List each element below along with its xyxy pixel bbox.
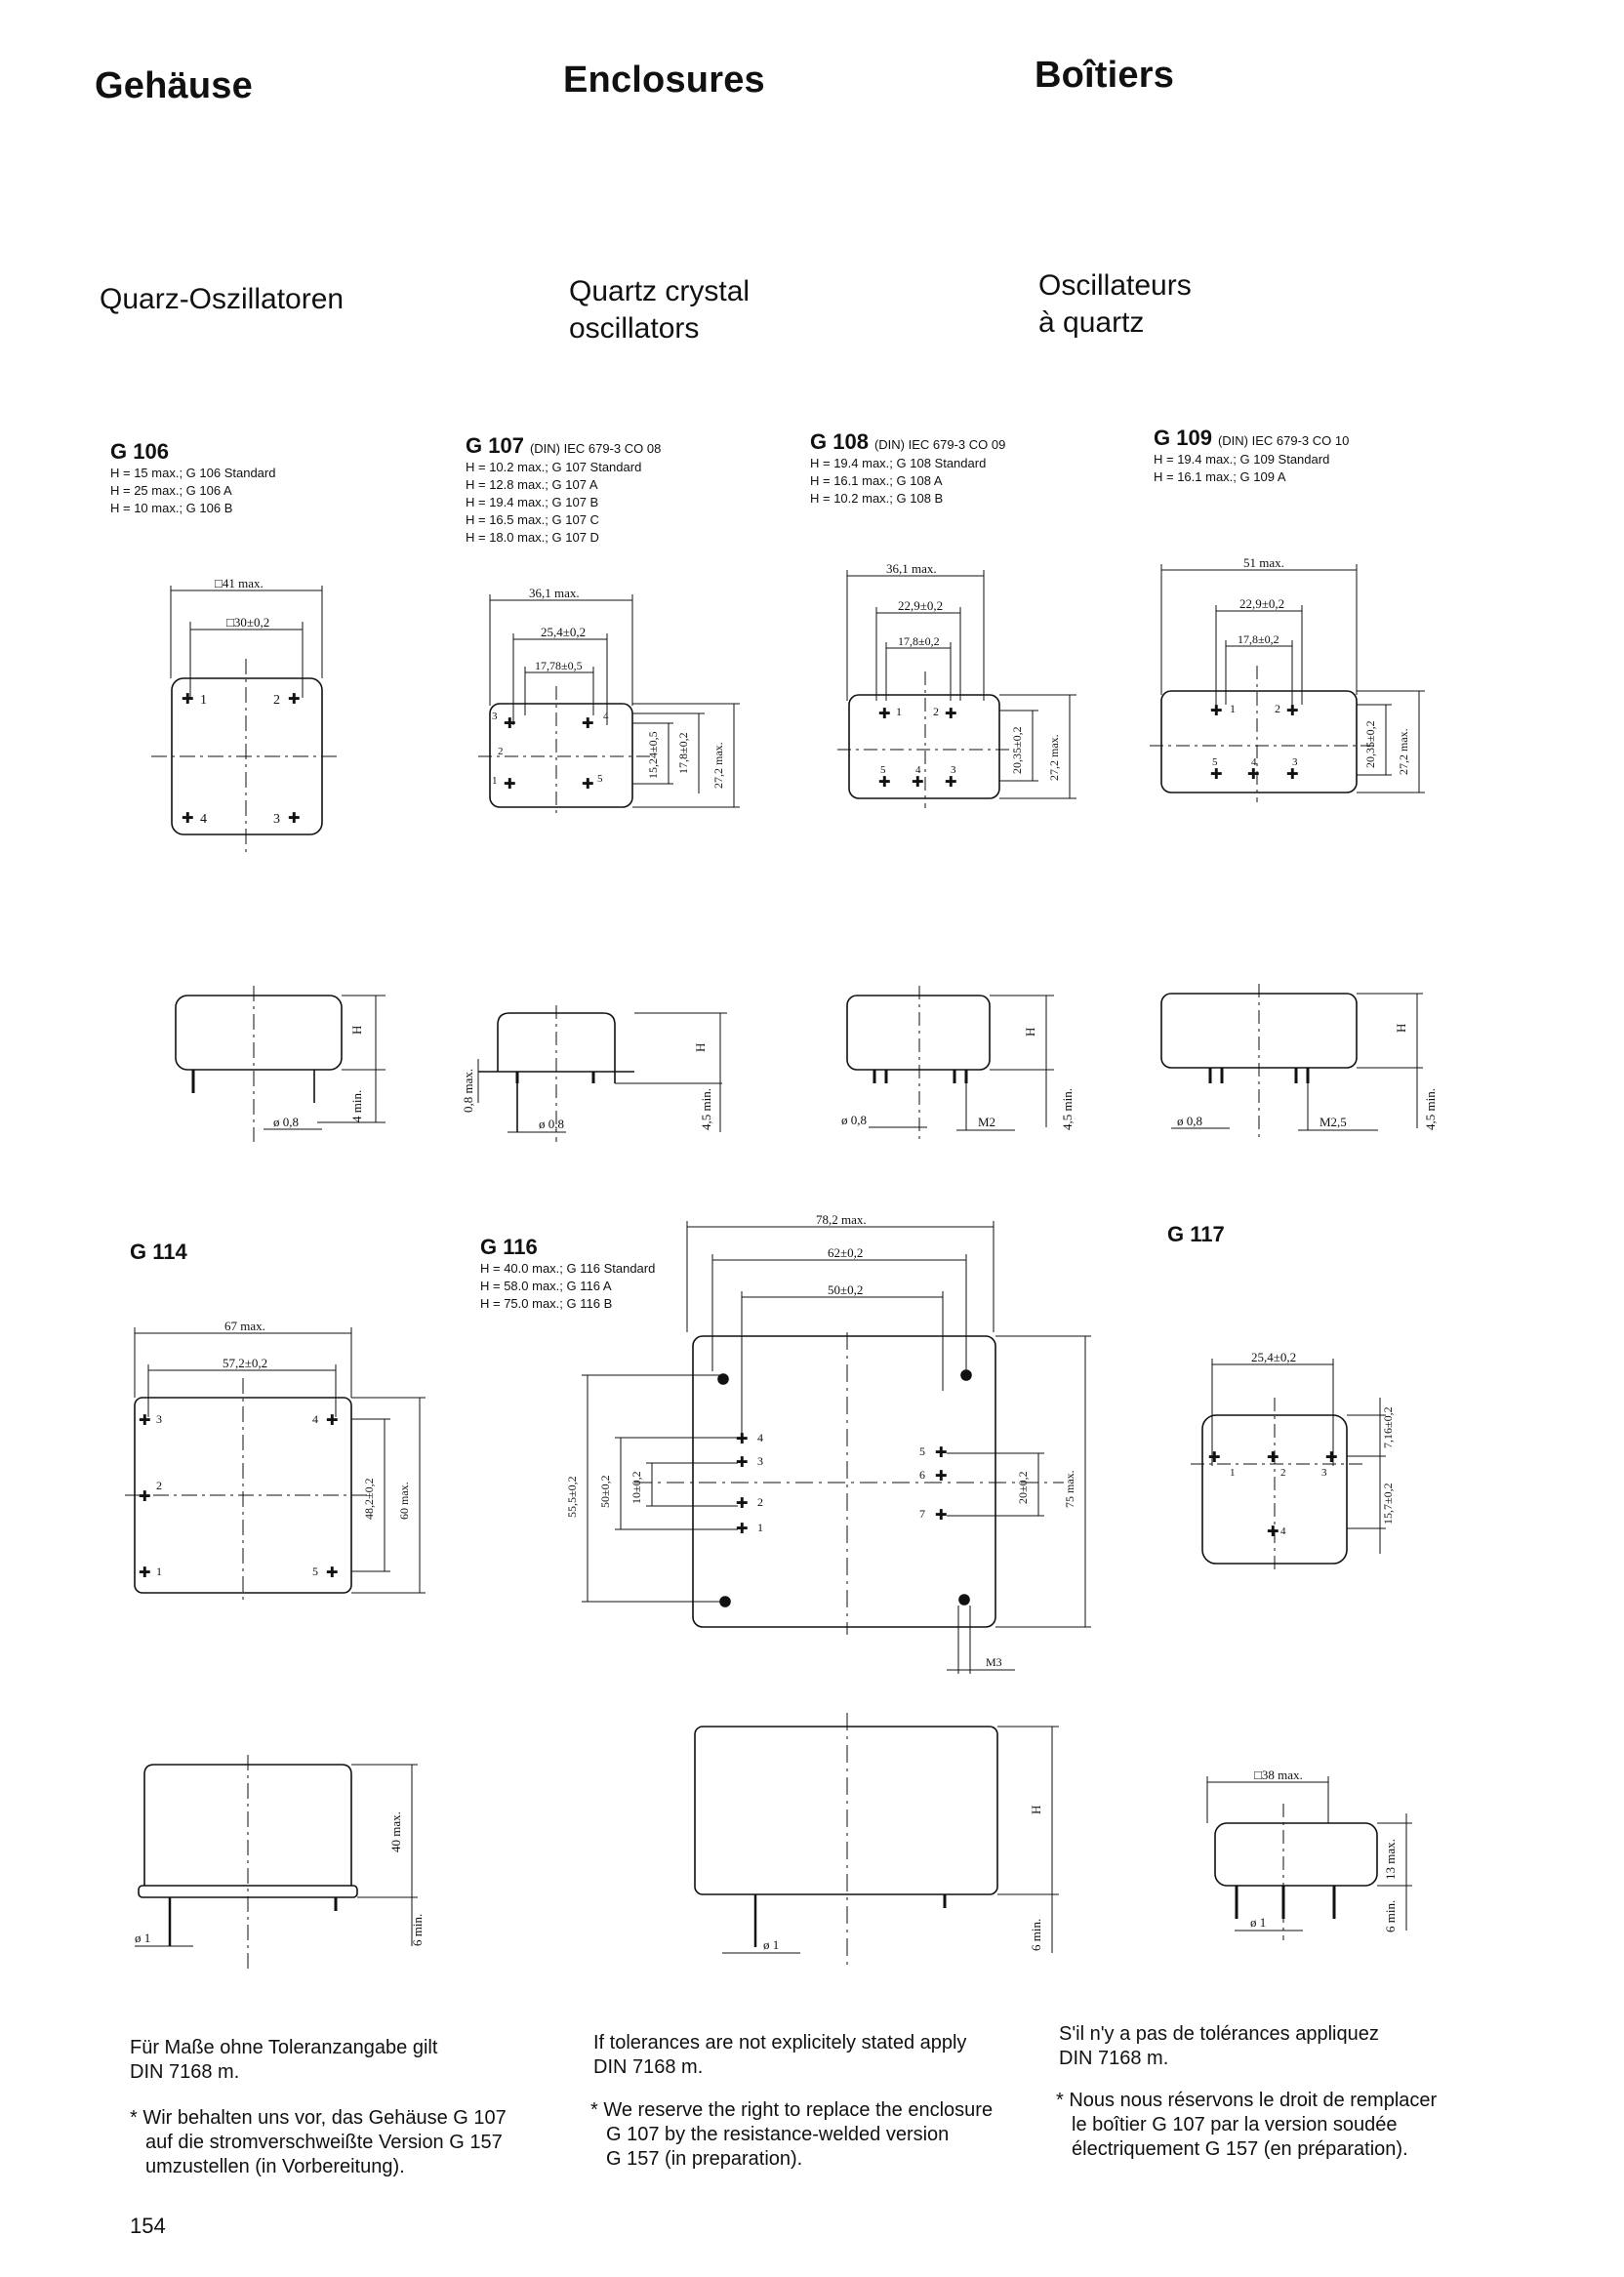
pin-label: 5 (1212, 756, 1218, 768)
pin-label: 3 (492, 711, 498, 722)
dim-height-max: 27,2 max. (711, 742, 725, 789)
dim-height: H (349, 1025, 364, 1035)
pin-label: 2 (273, 693, 280, 708)
dim-pitch: 57,2±0,2 (223, 1356, 268, 1370)
g114-top-view-drawing (125, 1320, 437, 1603)
pin-label: 2 (757, 1495, 763, 1509)
svg-text:✚: ✚ (878, 775, 891, 791)
model-name: G 107 (466, 433, 524, 458)
dim-top-row: 7,16±0,2 (1381, 1406, 1395, 1448)
dim-row: 20,35±0,2 (1363, 720, 1377, 768)
dim-height: H (693, 1042, 708, 1052)
enclosure-g109-label (1154, 426, 1349, 486)
pin-label: 3 (951, 764, 956, 776)
svg-text:✚: ✚ (912, 775, 924, 791)
height-line: H = 16.5 max.; G 107 C (466, 512, 599, 527)
g116-top-view-drawing (556, 1212, 1083, 1693)
pin-label: 5 (597, 773, 603, 785)
dim-width-max: 51 max. (1243, 555, 1284, 570)
dim-thread: M3 (986, 1655, 1002, 1669)
model-name: G 109 (1154, 426, 1212, 450)
svg-text:✚: ✚ (139, 1489, 151, 1505)
pin-label: 3 (156, 1412, 162, 1426)
dim-pin-diameter: ø 1 (135, 1931, 151, 1945)
svg-text:✚: ✚ (736, 1496, 749, 1512)
dim-pin-length: 6 min. (1383, 1899, 1398, 1932)
pin-label: 2 (933, 705, 939, 718)
g106-side-view-drawing (166, 986, 400, 1142)
dim-row: 20,35±0,2 (1010, 726, 1024, 774)
dim-pitch-b: 50±0,2 (828, 1282, 864, 1297)
dim-width-max: 36,1 max. (529, 586, 580, 600)
dim-pitch-b: 17,8±0,2 (1238, 632, 1279, 646)
svg-text:✚: ✚ (582, 716, 594, 732)
svg-text:✚: ✚ (935, 1445, 948, 1461)
standard-ref: (DIN) IEC 679-3 CO 09 (873, 437, 1006, 452)
enclosure-g117-label: G 117 (1167, 1222, 1225, 1246)
pin-label: 3 (1292, 756, 1298, 768)
enclosure-g114-label: G 114 (130, 1240, 187, 1264)
dim-pin-diameter: ø 0,8 (539, 1117, 564, 1131)
pin-label: 1 (492, 775, 498, 787)
dim-pin-length: 4 min. (349, 1089, 364, 1122)
dim-height: H (1394, 1023, 1408, 1033)
footnote-fr: * Nous nous réservons le droit de remplacer le boîtier G 107 par la version soudée électriquement G 157 (en préparation). (1056, 2090, 1438, 2160)
dim-pin-diameter: ø 0,8 (273, 1115, 299, 1129)
pin-label: 7 (919, 1507, 925, 1521)
pin-label: 4 (915, 764, 921, 776)
dim-pin-length: 4,5 min. (699, 1088, 713, 1130)
pin-label: 2 (1275, 702, 1280, 715)
svg-text:✚: ✚ (582, 777, 594, 793)
height-line: H = 18.0 max.; G 107 D (466, 530, 599, 545)
height-line: H = 16.1 max.; G 108 A (810, 473, 943, 488)
dim-pin-diameter: ø 0,8 (1177, 1114, 1202, 1128)
dim-width-max: 67 max. (224, 1319, 265, 1333)
dim-height-max: 13 max. (1383, 1839, 1398, 1880)
height-line: H = 10.2 max.; G 108 B (810, 491, 944, 506)
g107-side-view-drawing (459, 1005, 742, 1142)
dim-height-max: 75 max. (1063, 1470, 1076, 1508)
height-line: H = 40.0 max.; G 116 Standard (480, 1261, 656, 1276)
height-line: H = 19.4 max.; G 107 B (466, 495, 599, 509)
g117-top-view-drawing (1191, 1339, 1435, 1573)
dim-row: 48,2±0,2 (362, 1478, 376, 1520)
dim-pin-length: 4,5 min. (1423, 1088, 1438, 1130)
dim-width-max: □38 max. (1254, 1768, 1303, 1782)
dim-width-max: 78,2 max. (816, 1212, 867, 1227)
pin-label: 4 (603, 711, 609, 722)
dim-height: H (1023, 1027, 1037, 1037)
height-line: H = 16.1 max.; G 109 A (1154, 469, 1286, 484)
svg-text:✚: ✚ (1267, 1450, 1279, 1466)
pin-label: 1 (1230, 1467, 1236, 1479)
height-line: H = 25 max.; G 106 A (110, 483, 232, 498)
svg-text:✚: ✚ (736, 1522, 749, 1537)
model-name: G 116 (480, 1235, 538, 1259)
svg-text:✚: ✚ (1286, 704, 1299, 719)
pin-label: 4 (200, 812, 207, 827)
dim-row-b: 17,8±0,2 (676, 732, 690, 774)
dim-pitch-a: 62±0,2 (828, 1245, 864, 1260)
dim-height-max: 60 max. (397, 1482, 411, 1520)
dim-thread: M2,5 (1320, 1115, 1347, 1129)
svg-text:✚: ✚ (935, 1469, 948, 1484)
dim-pitch-a: 22,9±0,2 (1239, 596, 1285, 611)
standard-ref: (DIN) IEC 679-3 CO 10 (1217, 433, 1350, 448)
dim-bottom-row: 15,7±0,2 (1381, 1483, 1395, 1525)
dim-pin-pitch: □30±0,2 (226, 615, 270, 630)
pin-label: 1 (200, 693, 207, 708)
g108-top-view-drawing (837, 561, 1091, 808)
svg-text:✚: ✚ (878, 707, 891, 722)
svg-text:✚: ✚ (288, 692, 301, 708)
dim-height-max: 27,2 max. (1397, 728, 1410, 775)
dim-height: H (1029, 1805, 1043, 1814)
g114-side-view-drawing (125, 1755, 437, 1970)
dim-pin-length: 6 min. (1029, 1918, 1043, 1951)
height-line: H = 75.0 max.; G 116 B (480, 1296, 613, 1311)
pin-label: 2 (156, 1479, 162, 1492)
tolerance-note-en: If tolerances are not explicitely stated apply DIN 7168 m. (593, 2032, 967, 2078)
pin-label: 2 (498, 746, 504, 757)
footnote-en: * We reserve the right to replace the enclosure G 107 by the resistance-welded version G 157 (in preparation). (590, 2099, 994, 2170)
svg-text:✚: ✚ (504, 777, 516, 793)
tolerance-note-fr: S'il n'y a pas de tolérances appliquez DIN 7168 m. (1059, 2023, 1379, 2069)
header-fr: Boîtiers (1035, 55, 1175, 96)
svg-text:✚: ✚ (182, 692, 194, 708)
dim-pitch-b: 17,8±0,2 (898, 634, 940, 648)
pin-label: 4 (1251, 756, 1257, 768)
pin-label: 4 (757, 1431, 763, 1444)
pin-label: 5 (312, 1565, 318, 1578)
dim-pitch-a: 25,4±0,2 (541, 625, 587, 639)
enclosure-g107-label (466, 433, 661, 547)
svg-text:✚: ✚ (1210, 767, 1223, 783)
height-line: H = 19.4 max.; G 109 Standard (1154, 452, 1330, 467)
pin-label: 1 (896, 705, 902, 718)
dim-width-max: 36,1 max. (886, 561, 937, 576)
pin-label: 1 (1230, 702, 1236, 715)
dim-flange: 0,8 max. (461, 1068, 475, 1113)
model-name: G 108 (810, 429, 869, 454)
header-en: Enclosures (563, 60, 765, 101)
height-line: H = 15 max.; G 106 Standard (110, 466, 276, 480)
height-line: H = 19.4 max.; G 108 Standard (810, 456, 987, 470)
g109-top-view-drawing (1150, 555, 1433, 802)
svg-text:✚: ✚ (736, 1432, 749, 1447)
dim-pin-diameter: ø 1 (1250, 1915, 1267, 1930)
dim-pin-length: 4,5 min. (1060, 1088, 1075, 1130)
pin-label: 5 (880, 764, 886, 776)
pin-label: 5 (919, 1444, 925, 1458)
height-line: H = 12.8 max.; G 107 A (466, 477, 598, 492)
enclosure-g106-label (110, 439, 275, 517)
dim-vertical-c: 10±0,2 (629, 1471, 643, 1504)
pin-label: 3 (757, 1454, 763, 1468)
svg-text:✚: ✚ (1210, 704, 1223, 719)
dim-vertical-b: 50±0,2 (598, 1475, 612, 1508)
g108-side-view-drawing (830, 986, 1093, 1142)
svg-text:✚: ✚ (139, 1565, 151, 1581)
svg-text:✚: ✚ (139, 1413, 151, 1429)
svg-text:✚: ✚ (1286, 767, 1299, 783)
dim-pitch-b: 17,78±0,5 (535, 659, 583, 672)
g117-side-view-drawing (1196, 1765, 1430, 1940)
dim-pin-diameter: ø 1 (763, 1937, 780, 1952)
model-name: G 106 (110, 439, 169, 464)
subtitle-de: Quarz-Oszillatoren (100, 283, 345, 315)
pin-label: 3 (273, 812, 280, 827)
dim-width-max: □41 max. (215, 576, 264, 590)
g106-top-view-drawing (146, 576, 351, 854)
svg-text:✚: ✚ (1325, 1450, 1338, 1466)
svg-text:✚: ✚ (935, 1508, 948, 1524)
pin-label: 1 (757, 1521, 763, 1534)
svg-text:✚: ✚ (288, 811, 301, 827)
dim-pin-diameter: ø 0,8 (841, 1113, 867, 1127)
pin-label: 1 (156, 1565, 162, 1578)
dim-vertical-d: 20±0,2 (1016, 1471, 1030, 1504)
dim-height-max: 40 max. (388, 1811, 403, 1852)
g109-side-view-drawing (1152, 984, 1438, 1140)
subtitle-en: Quartz crystal oscillators (569, 275, 751, 345)
standard-ref: (DIN) IEC 679-3 CO 08 (529, 441, 662, 456)
header-de: Gehäuse (95, 65, 253, 106)
svg-text:✚: ✚ (945, 775, 957, 791)
dim-pin-length: 6 min. (410, 1913, 425, 1946)
svg-text:✚: ✚ (1247, 767, 1260, 783)
height-line: H = 10.2 max.; G 107 Standard (466, 460, 642, 474)
svg-text:✚: ✚ (1267, 1525, 1279, 1540)
pin-label: 4 (1280, 1525, 1286, 1537)
g116-side-view-drawing (683, 1713, 1074, 1967)
tolerance-note-de: Für Maße ohne Toleranzangabe gilt DIN 7168 m. (130, 2037, 438, 2083)
enclosure-g108-label (810, 429, 1005, 508)
svg-text:✚: ✚ (736, 1455, 749, 1471)
pin-label: 4 (312, 1412, 318, 1426)
pin-label: 3 (1321, 1467, 1327, 1479)
g107-top-view-drawing (478, 586, 761, 813)
svg-text:✚: ✚ (326, 1565, 339, 1581)
svg-text:✚: ✚ (1208, 1450, 1221, 1466)
subtitle-fr: Oscillateurs à quartz (1038, 269, 1192, 339)
page-number: 154 (130, 2214, 166, 2238)
svg-text:✚: ✚ (504, 716, 516, 732)
dim-pitch: 25,4±0,2 (1251, 1350, 1297, 1364)
svg-text:✚: ✚ (326, 1413, 339, 1429)
pin-label: 2 (1280, 1467, 1286, 1479)
svg-text:✚: ✚ (182, 811, 194, 827)
pin-label: 6 (919, 1468, 925, 1482)
height-line: H = 10 max.; G 106 B (110, 501, 233, 515)
dim-thread: M2 (978, 1115, 996, 1129)
svg-text:✚: ✚ (945, 707, 957, 722)
dim-row-a: 15,24±0,5 (646, 731, 660, 779)
dim-vertical-a: 55,5±0,2 (565, 1476, 579, 1518)
dim-height-max: 27,2 max. (1047, 734, 1061, 781)
footnote-de: * Wir behalten uns vor, das Gehäuse G 107 auf die stromverschweißte Version G 157 umzustellen (in Vorbereitung). (130, 2107, 507, 2177)
height-line: H = 58.0 max.; G 116 A (480, 1279, 612, 1293)
dim-pitch-a: 22,9±0,2 (898, 598, 944, 613)
